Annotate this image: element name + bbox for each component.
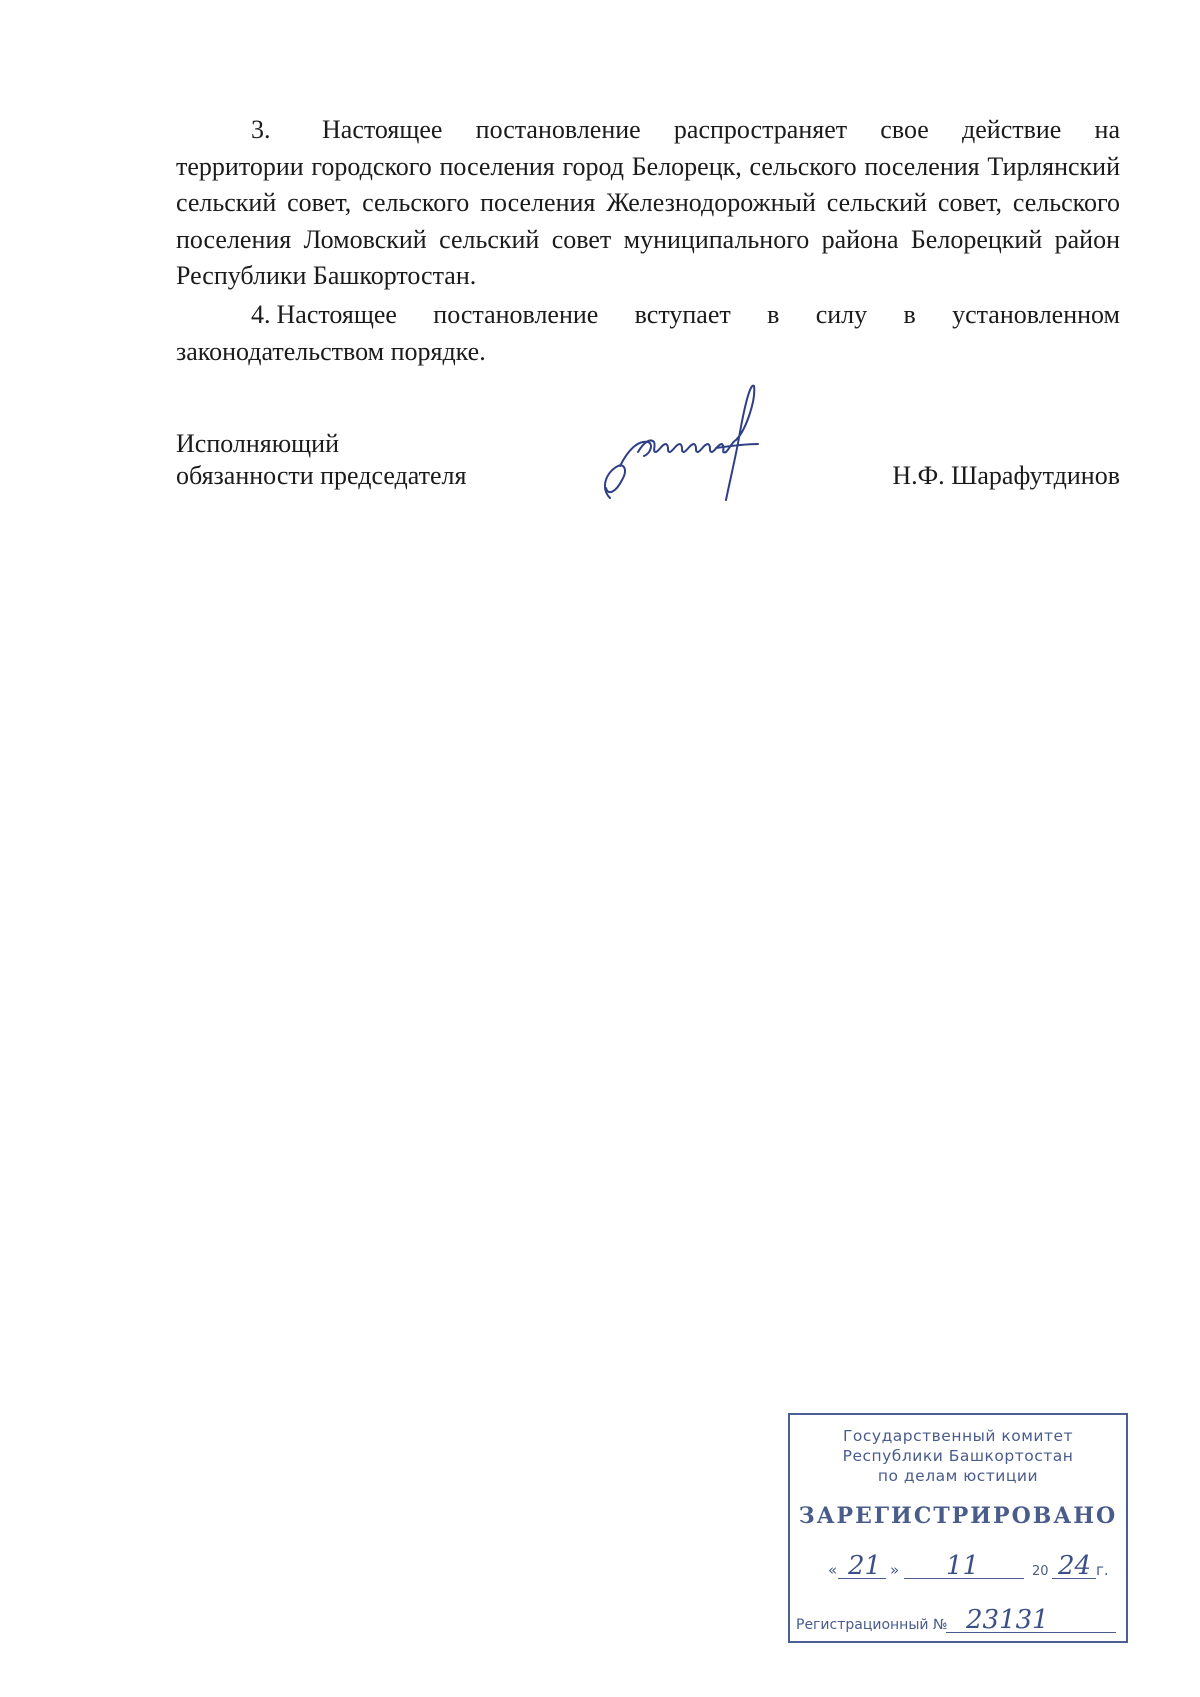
stamp-org-line3: по делам юстиции <box>877 1467 1039 1485</box>
registration-stamp <box>788 1413 1128 1643</box>
stamp-year-prefix: 20 <box>1032 1564 1049 1579</box>
signatory-title-line2: обязанности председателя <box>176 461 467 490</box>
stamp-date <box>828 1549 1113 1583</box>
stamp-year-suffix: г. <box>1096 1561 1109 1579</box>
stamp-month: 11 <box>946 1551 980 1581</box>
stamp-open-quote: « <box>828 1561 838 1579</box>
stamp-reg-number: 23131 <box>966 1605 1049 1635</box>
signatory-title <box>176 428 466 492</box>
stamp-day: 21 <box>848 1551 882 1581</box>
handwritten-signature <box>598 380 768 510</box>
stamp-reg-label: Регистрационный № <box>796 1617 948 1633</box>
paragraph-text: Настоящее постановление вступает в силу в установленном законодательством порядке. <box>176 300 1120 366</box>
stamp-org-line1: Государственный комитет <box>842 1427 1074 1445</box>
paragraph-number: 4. <box>251 300 271 329</box>
stamp-year: 24 <box>1058 1551 1092 1581</box>
stamp-title: ЗАРЕГИСТРИРОВАНО <box>798 1503 1118 1529</box>
paragraph-number: 3. <box>251 115 271 144</box>
signatory-name: Н.Ф. Шарафутдинов <box>892 461 1120 490</box>
stamp-org-line2: Республики Башкортостан <box>842 1447 1074 1465</box>
paragraph-4 <box>176 297 1120 370</box>
signatory-title-line1: Исполняющий <box>176 429 340 458</box>
stamp-registration <box>796 1605 1121 1637</box>
paragraph-text: Настоящее постановление распространяет свое действие на территории городского поселения город Белорецк, сельского поселения Тирлянский сельский совет, сельского поселения Железнодорожный сельский совет, сельского поселения Ломовский сельский совет муниципального района Белорецкий район Республики Башкортостан. <box>176 115 1120 290</box>
paragraph-3 <box>176 112 1120 295</box>
stamp-close-quote: » <box>890 1561 900 1579</box>
